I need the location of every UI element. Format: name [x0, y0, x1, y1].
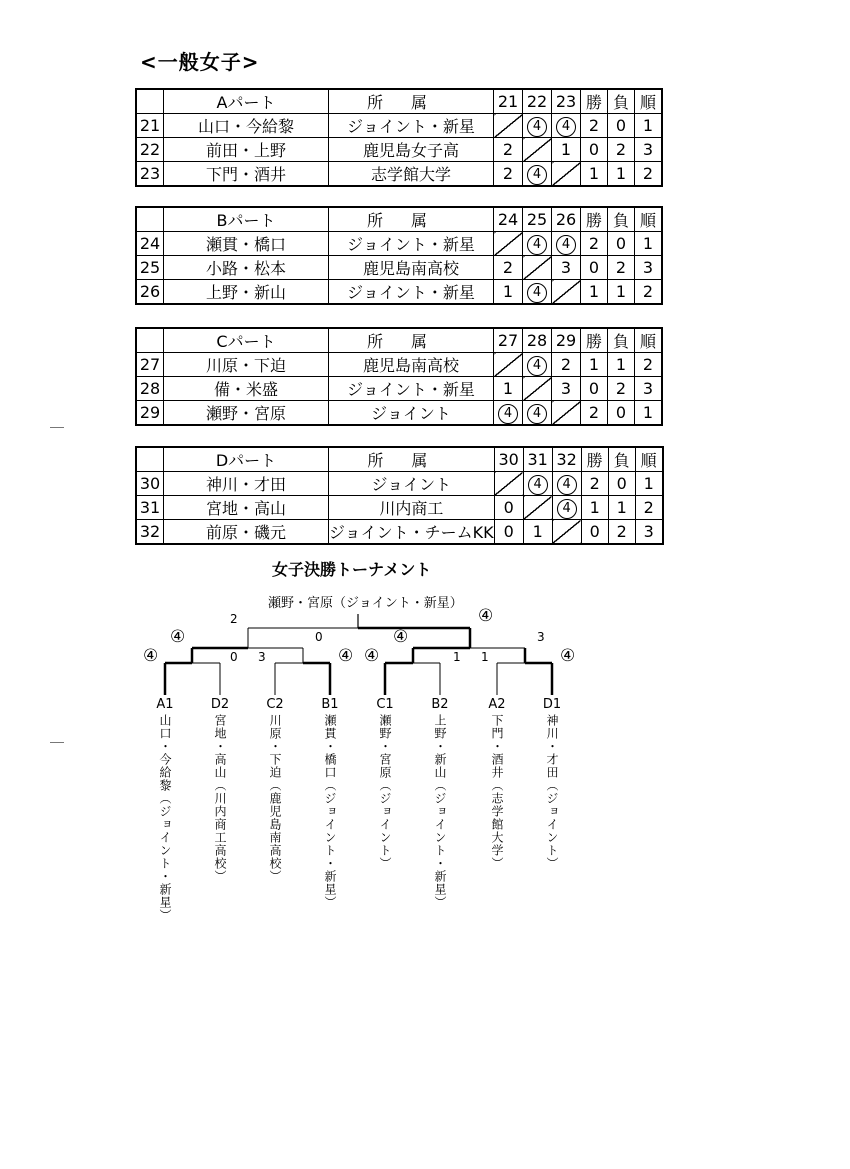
entry-seed: D1	[542, 697, 562, 712]
affiliation-header: 所属	[329, 447, 495, 472]
score-cell: 2	[494, 162, 523, 187]
entry-names: 上野・新山（ジョイント・新星）	[433, 714, 447, 909]
stat-cell: 1	[581, 280, 608, 305]
tournament-title: 女子決勝トーナメント	[272, 560, 432, 579]
stat-cell: 2	[608, 377, 635, 401]
stat-cell: 1	[635, 472, 663, 496]
tournament-entry	[428, 697, 452, 909]
tournament-entry	[153, 697, 177, 922]
stat-header: 順	[635, 207, 663, 232]
semi-left-top-score: ④	[170, 627, 186, 647]
entry-names: 瀬貫・橋口（ジョイント・新星）	[323, 714, 337, 909]
player-names: 山口・今給黎	[164, 114, 329, 138]
semi-right-outer-score: 3	[537, 630, 545, 644]
winning-score: 4	[527, 235, 547, 255]
player-number: 31	[136, 496, 164, 520]
stat-cell: 0	[581, 256, 608, 280]
margin-mark	[50, 427, 64, 428]
team-name: ジョイント・新星	[329, 114, 494, 138]
final-mid-score: 0	[315, 630, 323, 644]
stat-cell: 1	[635, 232, 663, 256]
stat-cell: 0	[608, 114, 635, 138]
column-header: 27	[494, 328, 523, 353]
entry-seed: A1	[156, 697, 174, 712]
stat-cell: 0	[608, 401, 635, 426]
part-label: Dパート	[164, 447, 329, 472]
final-left-score: 2	[230, 612, 238, 626]
winning-score: 4	[527, 356, 547, 376]
entry-seed: C1	[376, 697, 394, 712]
tournament-entry	[208, 697, 232, 883]
stat-header: 順	[635, 89, 663, 114]
player-number: 21	[136, 114, 164, 138]
stat-cell: 2	[581, 232, 608, 256]
stat-cell: 2	[608, 256, 635, 280]
player-names: 備・米盛	[164, 377, 329, 401]
stat-header: 勝	[581, 447, 608, 472]
team-name: ジョイント・新星	[329, 232, 494, 256]
player-names: 前田・上野	[164, 138, 329, 162]
player-number: 26	[136, 280, 164, 305]
team-name: ジョイント・チームKK	[329, 520, 495, 545]
tournament-entry	[318, 697, 342, 909]
column-header: 25	[523, 207, 552, 232]
winning-score: 4	[528, 475, 548, 495]
column-header: 29	[552, 328, 581, 353]
team-name: ジョイント	[329, 472, 495, 496]
entry-names: 宮地・高山（川内商工高校）	[213, 714, 227, 883]
part-label: Aパート	[164, 89, 329, 114]
winning-score: 4	[556, 235, 576, 255]
stat-cell: 1	[608, 353, 635, 377]
entry-seed: A2	[488, 697, 506, 712]
stat-cell: 2	[581, 401, 608, 426]
player-names: 宮地・高山	[164, 496, 329, 520]
final-right-score: ④	[478, 606, 494, 626]
stat-header: 順	[635, 328, 663, 353]
stat-header: 勝	[581, 207, 608, 232]
semi-left-mid2: 3	[258, 650, 266, 664]
player-number: 28	[136, 377, 164, 401]
tournament-entry	[373, 697, 397, 870]
player-names: 上野・新山	[164, 280, 329, 305]
semi-right-right-score: ④	[560, 646, 576, 666]
stat-header: 勝	[581, 89, 608, 114]
score-cell: 1	[552, 138, 581, 162]
stat-cell: 0	[581, 520, 608, 545]
winning-score: 4	[527, 404, 547, 424]
entry-names: 山口・今給黎（ジョイント・新星）	[158, 714, 172, 922]
winning-score: 4	[527, 283, 547, 303]
semi-right-mid1: 1	[453, 650, 461, 664]
player-number: 22	[136, 138, 164, 162]
part-label: Cパート	[164, 328, 329, 353]
entry-names: 川原・下迫（鹿児島南高校）	[268, 714, 282, 883]
stat-cell: 1	[608, 496, 635, 520]
affiliation-header: 所属	[329, 89, 494, 114]
semi-left-mid1: 0	[230, 650, 238, 664]
tournament-winner: 瀬野・宮原（ジョイント・新星）	[268, 596, 463, 611]
team-name: 川内商工	[329, 496, 495, 520]
stat-cell: 0	[608, 472, 635, 496]
entry-names: 神川・才田（ジョイント）	[545, 714, 559, 870]
column-header: 24	[494, 207, 523, 232]
stat-cell: 3	[635, 256, 663, 280]
team-name: 鹿児島南高校	[329, 256, 494, 280]
winning-score: 4	[557, 475, 577, 495]
entry-seed: C2	[266, 697, 284, 712]
score-cell: 1	[523, 520, 552, 545]
player-number: 27	[136, 353, 164, 377]
score-cell: 3	[552, 377, 581, 401]
stat-header: 負	[608, 89, 635, 114]
stat-header: 負	[608, 207, 635, 232]
player-number: 25	[136, 256, 164, 280]
winning-score: 4	[498, 404, 518, 424]
winning-score: 4	[527, 165, 547, 185]
stat-cell: 2	[608, 520, 635, 545]
part-label: Bパート	[164, 207, 329, 232]
stat-cell: 1	[608, 280, 635, 305]
player-names: 下門・酒井	[164, 162, 329, 187]
player-number: 23	[136, 162, 164, 187]
score-cell: 2	[494, 138, 523, 162]
stat-header: 順	[635, 447, 663, 472]
stat-cell: 1	[581, 496, 608, 520]
team-name: 志学館大学	[329, 162, 494, 187]
score-cell: 0	[494, 520, 523, 545]
stat-cell: 3	[635, 377, 663, 401]
player-names: 瀬貫・橋口	[164, 232, 329, 256]
score-cell: 2	[552, 353, 581, 377]
semi-left-left-score: ④	[143, 646, 159, 666]
team-name: 鹿児島女子高	[329, 138, 494, 162]
stat-header: 負	[608, 447, 635, 472]
column-header: 32	[552, 447, 581, 472]
player-number: 30	[136, 472, 164, 496]
score-cell: 2	[494, 256, 523, 280]
team-name: ジョイント	[329, 401, 494, 426]
column-header: 22	[523, 89, 552, 114]
stat-cell: 0	[608, 232, 635, 256]
tournament-entry	[263, 697, 287, 883]
column-header: 26	[552, 207, 581, 232]
semi-right-mid2: 1	[481, 650, 489, 664]
player-names: 瀬野・宮原	[164, 401, 329, 426]
team-name: ジョイント・新星	[329, 280, 494, 305]
score-cell: 3	[552, 256, 581, 280]
stat-cell: 2	[635, 496, 663, 520]
stat-cell: 2	[581, 114, 608, 138]
entry-names: 下門・酒井（志学館大学）	[490, 714, 504, 870]
winning-score: 4	[556, 117, 576, 137]
score-cell: 0	[494, 496, 523, 520]
column-header: 31	[523, 447, 552, 472]
tournament-entry	[485, 697, 509, 870]
player-names: 小路・松本	[164, 256, 329, 280]
stat-cell: 3	[635, 520, 663, 545]
player-number: 29	[136, 401, 164, 426]
stat-cell: 1	[635, 401, 663, 426]
entry-seed: B2	[431, 697, 449, 712]
team-name: ジョイント・新星	[329, 377, 494, 401]
score-cell: 1	[494, 377, 523, 401]
semi-left-right-score: ④	[338, 646, 354, 666]
stat-cell: 2	[635, 280, 663, 305]
player-names: 前原・磯元	[164, 520, 329, 545]
stat-header: 勝	[581, 328, 608, 353]
stat-cell: 1	[581, 353, 608, 377]
page-title: <一般女子>	[140, 50, 260, 74]
affiliation-header: 所属	[329, 328, 494, 353]
player-number: 32	[136, 520, 164, 545]
stat-cell: 3	[635, 138, 663, 162]
player-number: 24	[136, 232, 164, 256]
semi-right-top-score: ④	[393, 627, 409, 647]
column-header: 21	[494, 89, 523, 114]
semi-right-left-score: ④	[364, 646, 380, 666]
player-names: 神川・才田	[164, 472, 329, 496]
team-name: 鹿児島南高校	[329, 353, 494, 377]
stat-cell: 2	[635, 353, 663, 377]
column-header: 28	[523, 328, 552, 353]
stat-cell: 0	[581, 377, 608, 401]
column-header: 30	[494, 447, 523, 472]
stat-cell: 0	[581, 138, 608, 162]
entry-names: 瀬野・宮原（ジョイント）	[378, 714, 392, 870]
entry-seed: D2	[210, 697, 230, 712]
stat-cell: 1	[635, 114, 663, 138]
tournament-entry	[540, 697, 564, 870]
stat-cell: 1	[608, 162, 635, 187]
affiliation-header: 所属	[329, 207, 494, 232]
stat-cell: 2	[581, 472, 608, 496]
column-header: 23	[552, 89, 581, 114]
winning-score: 4	[527, 117, 547, 137]
stat-cell: 2	[608, 138, 635, 162]
stat-cell: 1	[581, 162, 608, 187]
stat-cell: 2	[635, 162, 663, 187]
margin-mark	[50, 742, 64, 743]
entry-seed: B1	[321, 697, 339, 712]
score-cell: 1	[494, 280, 523, 305]
stat-header: 負	[608, 328, 635, 353]
player-names: 川原・下迫	[164, 353, 329, 377]
winning-score: 4	[557, 499, 577, 519]
